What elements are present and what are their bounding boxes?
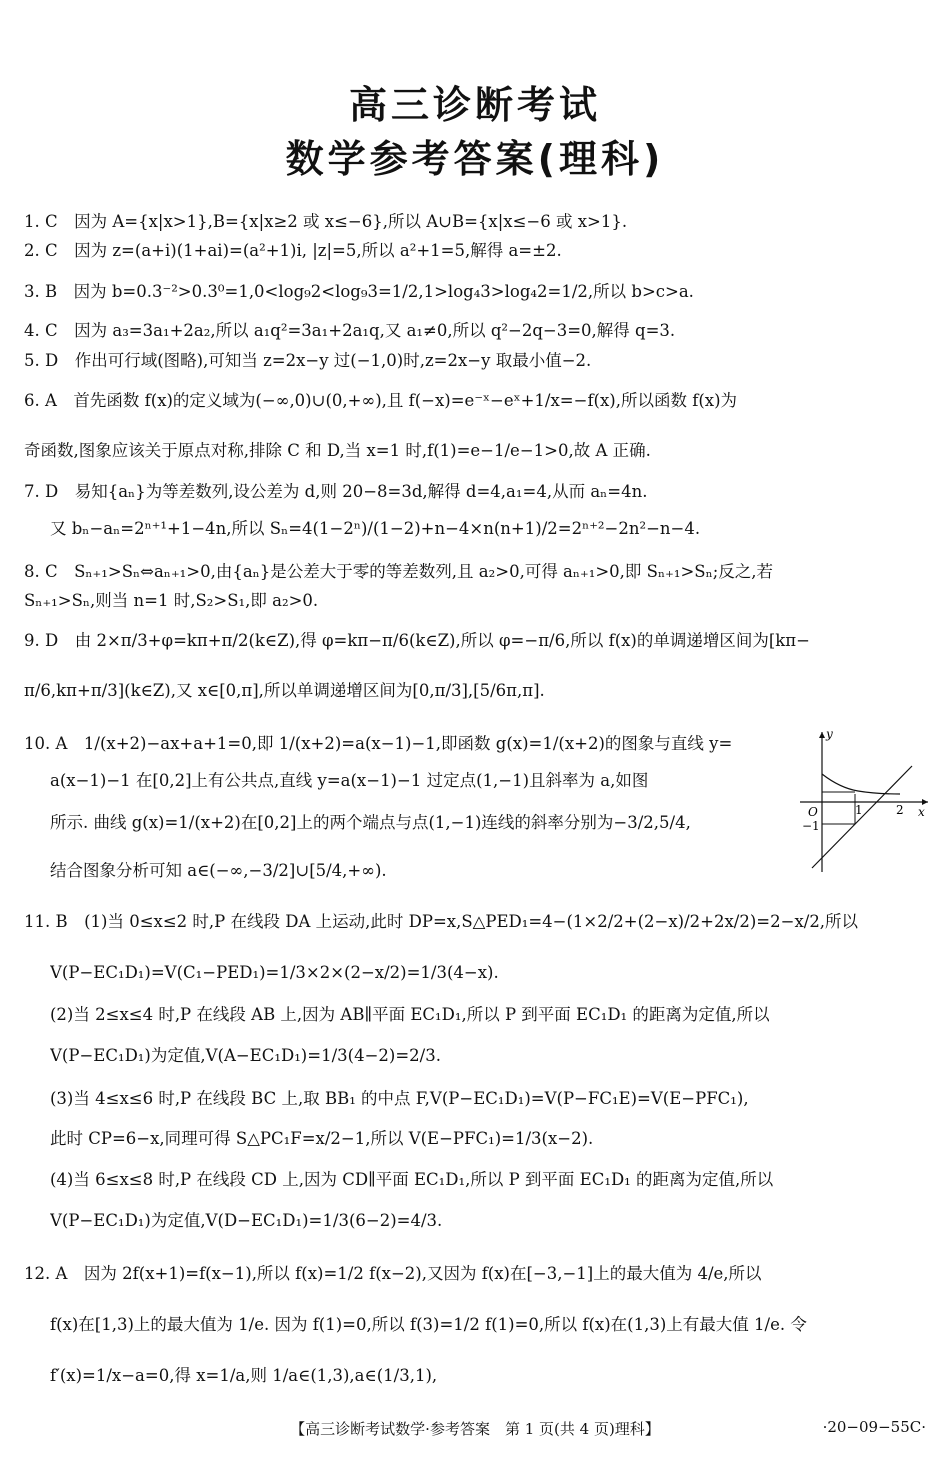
answer-9-cont: π/6,kπ+π/3](k∈Z),又 x∈[0,π],所以单调递增区间为[0,π/3],[5/6π,π]. — [24, 681, 545, 700]
answer-12-cont-2: f′(x)=1/x−a=0,得 x=1/a,则 1/a∈(1,3),a∈(1/3,1), — [50, 1366, 438, 1385]
answer-7-cont: 又 bₙ−aₙ=2ⁿ⁺¹+1−4n,所以 Sₙ=4(1−2ⁿ)/(1−2)+n−4×n(n+1)/2=2ⁿ⁺²−2n²−n−4. — [50, 519, 701, 538]
origin-label: O — [808, 805, 818, 819]
answer-7: 7. D 易知{aₙ}为等差数列,设公差为 d,则 20−8=3d,解得 d=4,a₁=4,从而 aₙ=4n. — [24, 482, 648, 501]
answer-5: 5. D 作出可行域(图略),可知当 z=2x−y 过(−1,0)时,z=2x−y 取最小值−2. — [24, 351, 592, 370]
answer-11-part4: (4)当 6≤x≤8 时,P 在线段 CD 上,因为 CD∥平面 EC₁D₁,所以 P 到平面 EC₁D₁ 的距离为定值,所以 — [50, 1170, 774, 1189]
x-axis-label: x — [918, 805, 925, 819]
answer-12-cont-1: f(x)在[1,3)上的最大值为 1/e. 因为 f(1)=0,所以 f(3)=1/2 f(1)=0,所以 f(x)在(1,3)上有最大值 1/e. 令 — [50, 1315, 807, 1334]
tick-2-label: 2 — [896, 803, 904, 817]
answer-11-part3: (3)当 4≤x≤6 时,P 在线段 BC 上,取 BB₁ 的中点 F,V(P−EC₁D₁)=V(P−FC₁E)=V(E−PFC₁), — [50, 1089, 749, 1108]
answer-9: 9. D 由 2×π/3+φ=kπ+π/2(k∈Z),得 φ=kπ−π/6(k∈Z),所以 φ=−π/6,所以 f(x)的单调递增区间为[kπ− — [24, 631, 810, 650]
answer-6-cont: 奇函数,图象应该关于原点对称,排除 C 和 D,当 x=1 时,f(1)=e−1/e−1>0,故 A 正确. — [24, 441, 651, 460]
answer-10-cont-3: 结合图象分析可知 a∈(−∞,−3/2]∪[5/4,+∞). — [50, 861, 387, 880]
answer-11-part3-cont: 此时 CP=6−x,同理可得 S△PC₁F=x/2−1,所以 V(E−PFC₁)=1/3(x−2). — [50, 1129, 594, 1148]
answer-2: 2. C 因为 z=(a+i)(1+ai)=(a²+1)i, |z|=5,所以 a²+1=5,解得 a=±2. — [24, 241, 562, 260]
answer-11-part2-cont: V(P−EC₁D₁)为定值,V(A−EC₁D₁)=1/3(4−2)=2/3. — [50, 1046, 441, 1065]
answer-11-cont-1: V(P−EC₁D₁)=V(C₁−PED₁)=1/3×2×(2−x/2)=1/3(4−x). — [50, 963, 499, 982]
answer-10: 10. A 1/(x+2)−ax+a+1=0,即 1/(x+2)=a(x−1)−1,即函数 g(x)=1/(x+2)的图象与直线 y= — [24, 734, 733, 753]
line-through-fixed-point — [812, 766, 912, 868]
page-footer: 【高三诊断考试数学·参考答案 第 1 页(共 4 页)理科】 — [290, 1420, 660, 1438]
tick-1-label: 1 — [855, 803, 863, 817]
y-axis-arrow — [819, 732, 825, 738]
answer-6: 6. A 首先函数 f(x)的定义域为(−∞,0)∪(0,+∞),且 f(−x)=e⁻ˣ−eˣ+1/x=−f(x),所以函数 f(x)为 — [24, 391, 738, 410]
page-subtitle: 数学参考答案(理科) — [285, 137, 665, 181]
answer-11: 11. B (1)当 0≤x≤2 时,P 在线段 DA 上运动,此时 DP=x,S△PED₁=4−(1×2/2+(2−x)/2+2x/2)=2−x/2,所以 — [24, 912, 859, 931]
answer-4: 4. C 因为 a₃=3a₁+2a₂,所以 a₁q²=3a₁+2a₁q,又 a₁≠0,所以 q²−2q−3=0,解得 q=3. — [24, 321, 676, 340]
answer-8-cont: Sₙ₊₁>Sₙ,则当 n=1 时,S₂>S₁,即 a₂>0. — [24, 591, 319, 610]
answer-8: 8. C Sₙ₊₁>Sₙ⇔aₙ₊₁>0,由{aₙ}是公差大于零的等差数列,且 a₂>0,可得 aₙ₊₁>0,即 Sₙ₊₁>Sₙ;反之,若 — [24, 562, 774, 581]
answer-12: 12. A 因为 2f(x+1)=f(x−1),所以 f(x)=1/2 f(x−2),又因为 f(x)在[−3,−1]上的最大值为 4/e,所以 — [24, 1264, 762, 1283]
answer-10-cont-2: 所示. 曲线 g(x)=1/(x+2)在[0,2]上的两个端点与点(1,−1)连线的斜率分别为−3/2,5/4, — [50, 813, 691, 832]
answer-10-cont-1: a(x−1)−1 在[0,2]上有公共点,直线 y=a(x−1)−1 过定点(1,−1)且斜率为 a,如图 — [50, 771, 649, 790]
page-code: ·20−09−55C· — [822, 1418, 926, 1436]
function-graph — [800, 728, 930, 874]
answer-11-part2: (2)当 2≤x≤4 时,P 在线段 AB 上,因为 AB∥平面 EC₁D₁,所以 P 到平面 EC₁D₁ 的距离为定值,所以 — [50, 1005, 770, 1024]
answer-3: 3. B 因为 b=0.3⁻²>0.3⁰=1,0<log₉2<log₉3=1/2,1>log₄3>log₄2=1/2,所以 b>c>a. — [24, 282, 694, 301]
answer-1: 1. C 因为 A={x|x>1},B={x|x≥2 或 x≤−6},所以 A∪B={x|x≤−6 或 x>1}. — [24, 212, 628, 231]
tick-neg1-label: −1 — [802, 819, 820, 833]
answer-11-part4-cont: V(P−EC₁D₁)为定值,V(D−EC₁D₁)=1/3(6−2)=4/3. — [50, 1211, 443, 1230]
y-axis-label: y — [826, 728, 833, 741]
page-title: 高三诊断考试 — [348, 83, 601, 127]
